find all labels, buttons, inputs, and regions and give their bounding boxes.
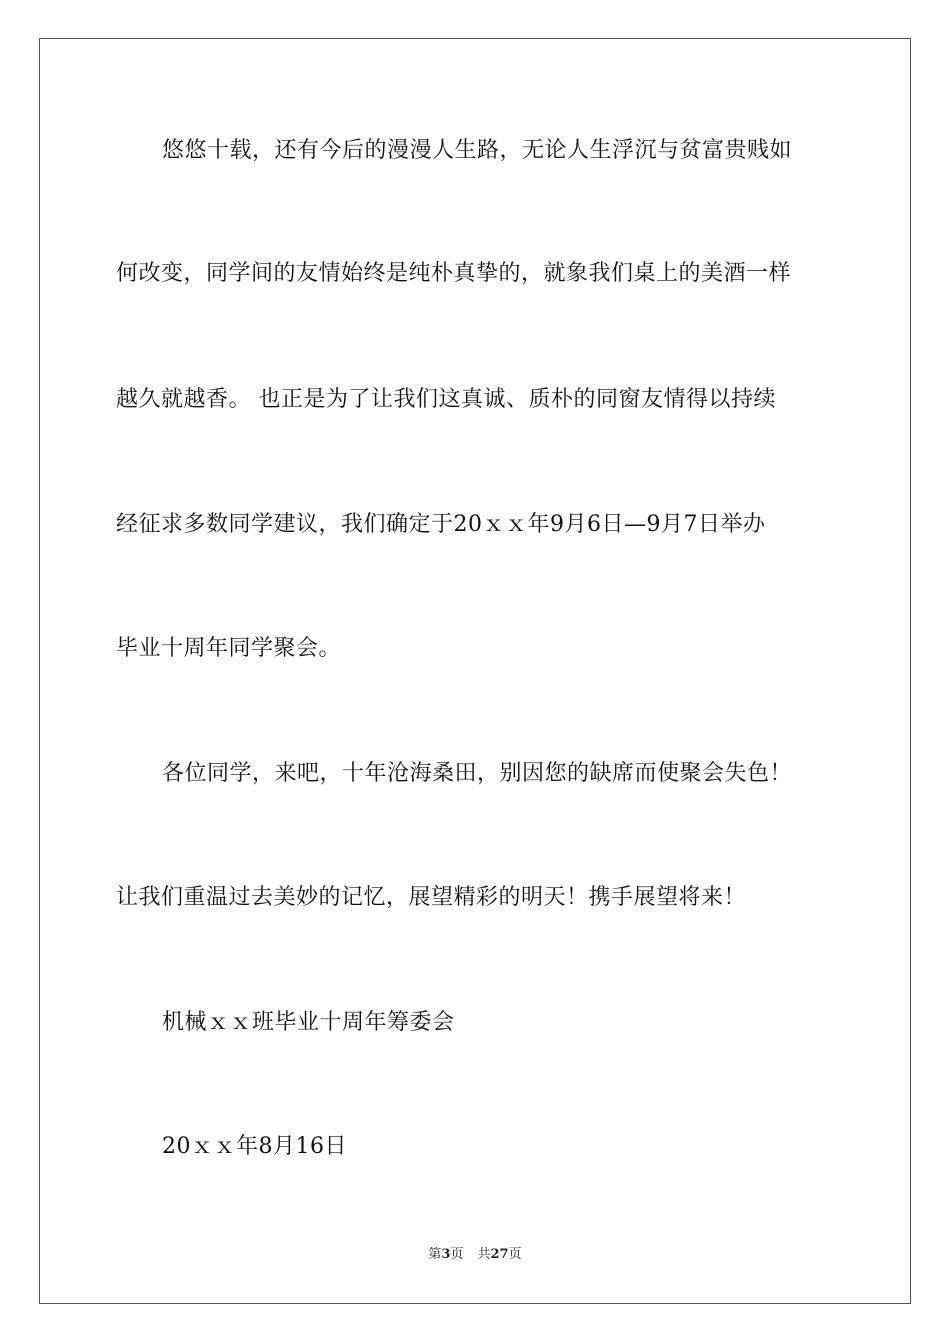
page-footer: [0, 1246, 950, 1264]
footer-total-prefix: 共: [477, 1247, 491, 1262]
footer-total-suffix: 页: [508, 1247, 522, 1262]
paragraph-line-6: 各位同学，来吧，十年沧海桑田，别因您的缺席而使聚会失色！: [162, 761, 793, 786]
paragraph-line-2: 何改变，同学间的友情始终是纯朴真挚的，就象我们桌上的美酒一样: [116, 261, 792, 286]
paragraph-line-4: 经征求多数同学建议，我们确定于20ｘｘ年9月6日—9月7日举办: [116, 512, 766, 537]
paragraph-line-5: 毕业十周年同学聚会。: [116, 636, 342, 661]
footer-page-number: 3: [441, 1247, 451, 1262]
page-frame: [39, 38, 911, 1304]
footer-total-pages: 27: [490, 1247, 509, 1262]
signature-committee: 机械ｘｘ班毕业十周年筹委会: [162, 1010, 455, 1035]
signature-date: 20ｘｘ年8月16日: [162, 1134, 347, 1159]
paragraph-line-3: 越久就越香。 也正是为了让我们这真诚、质朴的同窗友情得以持续: [116, 387, 776, 412]
paragraph-line-7: 让我们重温过去美妙的记忆，展望精彩的明天！携手展望将来！: [116, 885, 747, 910]
paragraph-line-1: 悠悠十载，还有今后的漫漫人生路，无论人生浮沉与贫富贵贱如: [162, 138, 793, 163]
footer-page-prefix: 第: [428, 1247, 442, 1262]
footer-page-suffix: 页: [450, 1247, 464, 1262]
